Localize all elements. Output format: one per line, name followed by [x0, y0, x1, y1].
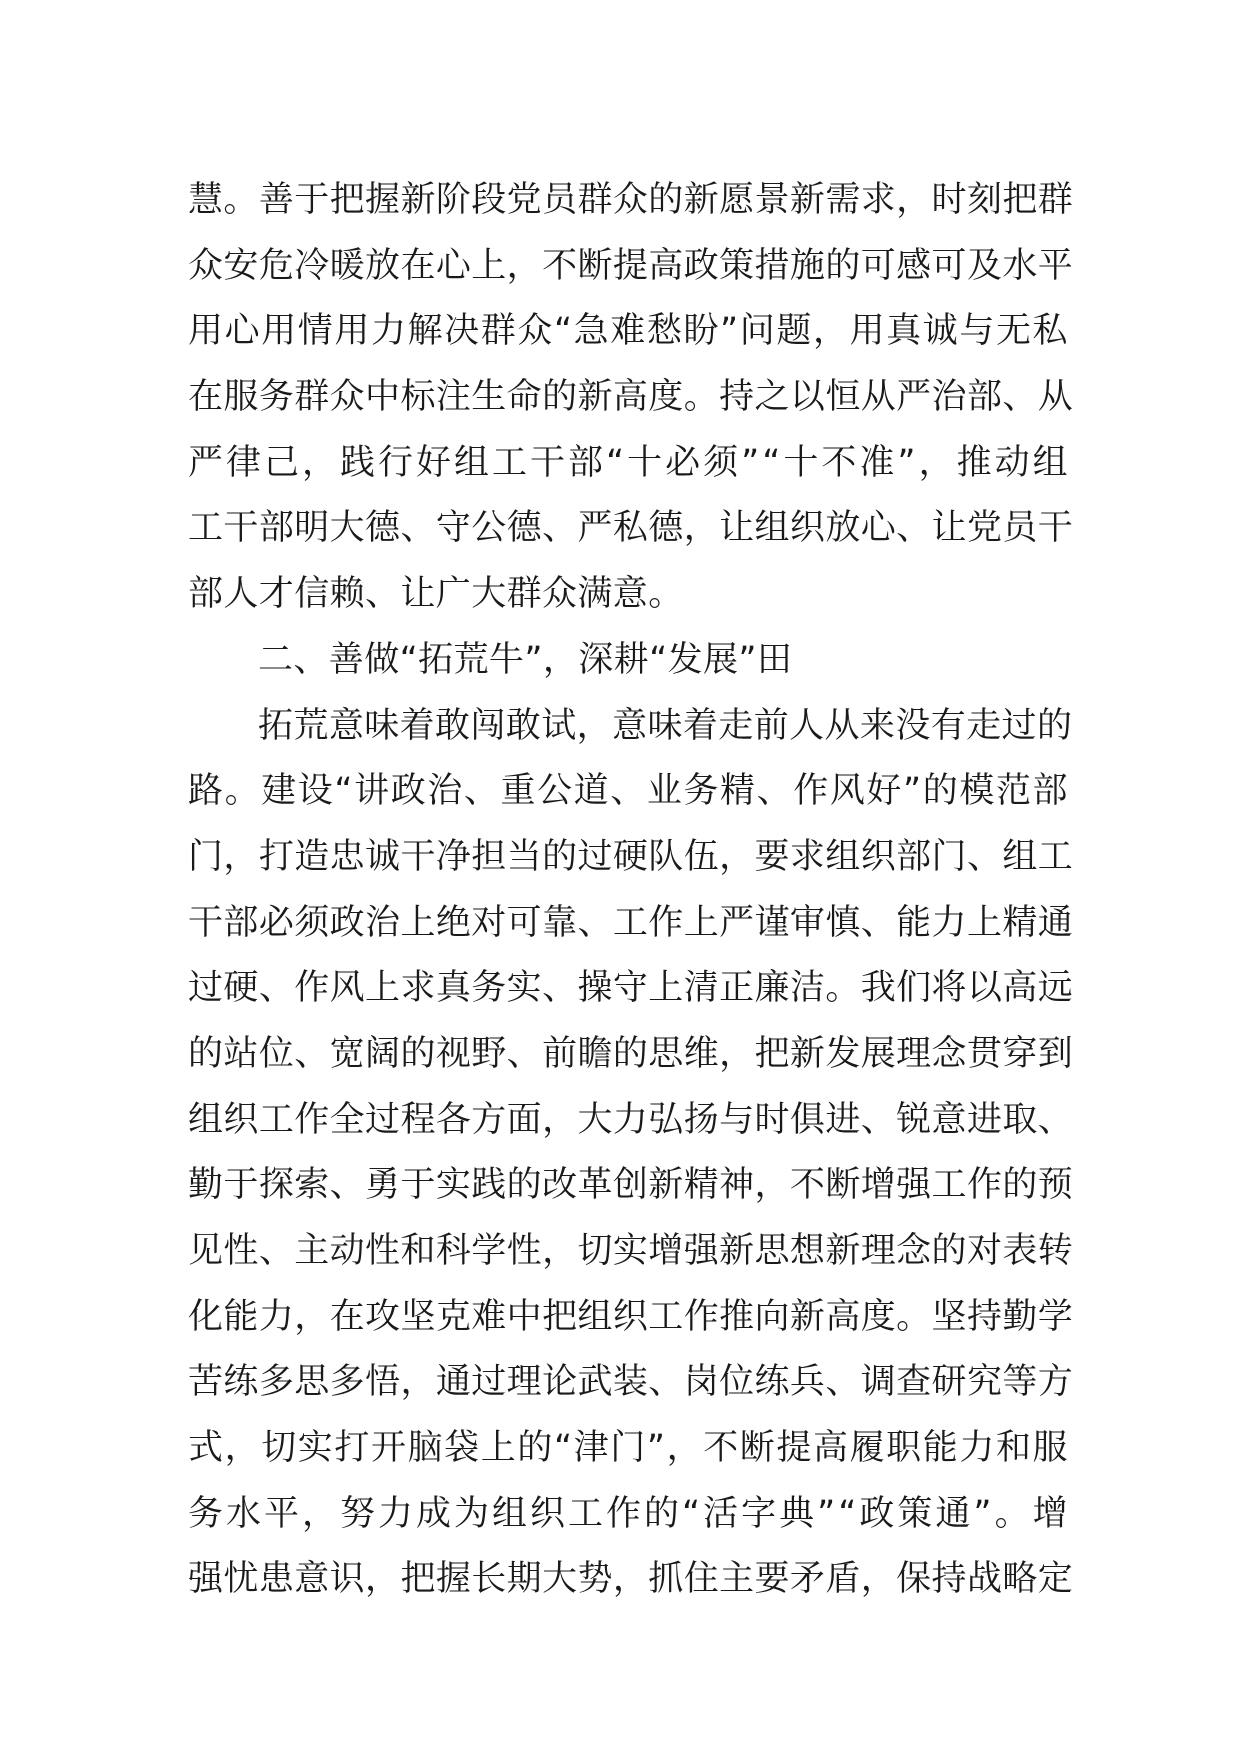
- paragraph-line: 部人才信赖、让广大群众满意。: [188, 574, 684, 615]
- paragraph-line: 路 。 建 设 “ 讲 政 治 、 重 公 道 、 业 务 精 、 作 风 好 ” 的 模 范 部: [188, 771, 1068, 812]
- paragraph-line: 式 ， 切 实 打 开 脑 袋 上 的 “ 津 门 ” ， 不 断 提 高 履 职 能 力 和 服: [188, 1428, 1068, 1469]
- paragraph-line: 慧 。 善 于 把 握 新 阶 段 党 员 群 众 的 新 愿 景 新 需 求 ， 时 刻 把 群: [188, 180, 1074, 220]
- paragraph-line: 工 干 部 明 大 德 、 守 公 德 、 严 私 德 ， 让 组 织 放 心 、 让 党 员 干: [188, 508, 1074, 549]
- paragraph-line: 在 服 务 群 众 中 标 注 生 命 的 新 高 度 。 持 之 以 恒 从 严 治 部 、 从: [188, 377, 1074, 418]
- paragraph-line: 的 站 位 、 宽 阔 的 视 野 、 前 瞻 的 思 维 ， 把 新 发 展 理 念 贯 穿 到: [188, 1033, 1074, 1074]
- paragraph-line: 过 硬 、 作 风 上 求 真 务 实 、 操 守 上 清 正 廉 洁 。 我 们 将 以 高 远: [188, 968, 1074, 1009]
- document-body: [188, 168, 1074, 1613]
- paragraph-line: 严 律 己 ， 践 行 好 组 工 干 部 “ 十 必 须 ” “ 十 不 准 ” ， 推 动 组: [188, 442, 1068, 483]
- paragraph-line: 强 忧 患 意 识 ， 把 握 长 期 大 势 ， 抓 住 主 要 矛 盾 ， 保 持 战 略 定: [188, 1559, 1074, 1600]
- paragraph-line: 化 能 力 ， 在 攻 坚 克 难 中 把 组 织 工 作 推 向 新 高 度 。 坚 持 勤 学: [188, 1296, 1074, 1337]
- paragraph-line: 苦 练 多 思 多 悟 ， 通 过 理 论 武 装 、 岗 位 练 兵 、 调 查 研 究 等 方: [188, 1362, 1074, 1403]
- paragraph-line: 勤 于 探 索 、 勇 于 实 践 的 改 革 创 新 精 神 ， 不 断 增 强 工 作 的 预: [188, 1165, 1074, 1206]
- paragraph-line: 干 部 必 须 政 治 上 绝 对 可 靠 、 工 作 上 严 谨 审 慎 、 能 力 上 精 通: [188, 902, 1074, 943]
- paragraph-line: 众 安 危 冷 暖 放 在 心 上 ， 不 断 提 高 政 策 措 施 的 可 感 可 及 水 平: [188, 245, 1074, 286]
- paragraph-line: 用 心 用 情 用 力 解 决 群 众 “ 急 难 愁 盼 ” 问 题 ， 用 真 诚 与 无 私: [188, 311, 1068, 352]
- paragraph-line: 见 性 、 主 动 性 和 科 学 性 ， 切 实 增 强 新 思 想 新 理 念 的 对 表 转: [188, 1231, 1074, 1271]
- paragraph-line: 务 水 平 ， 努 力 成 为 组 织 工 作 的 “ 活 字 典 ” “ 政 策 通 ” 。 增: [188, 1493, 1068, 1534]
- paragraph-line: 拓 荒 意 味 着 敢 闯 敢 试 ， 意 味 着 走 前 人 从 来 没 有 走 过 的: [258, 705, 1073, 746]
- section-heading: 二、善做“拓荒牛”，深耕“发展”田: [258, 639, 793, 680]
- paragraph-line: 组 织 工 作 全 过 程 各 方 面 ， 大 力 弘 扬 与 时 俱 进 、 锐 意 进 取 、: [188, 1099, 1074, 1140]
- paragraph-line: 门 ， 打 造 忠 诚 干 净 担 当 的 过 硬 队 伍 ， 要 求 组 织 部 门 、 组 工: [188, 836, 1074, 877]
